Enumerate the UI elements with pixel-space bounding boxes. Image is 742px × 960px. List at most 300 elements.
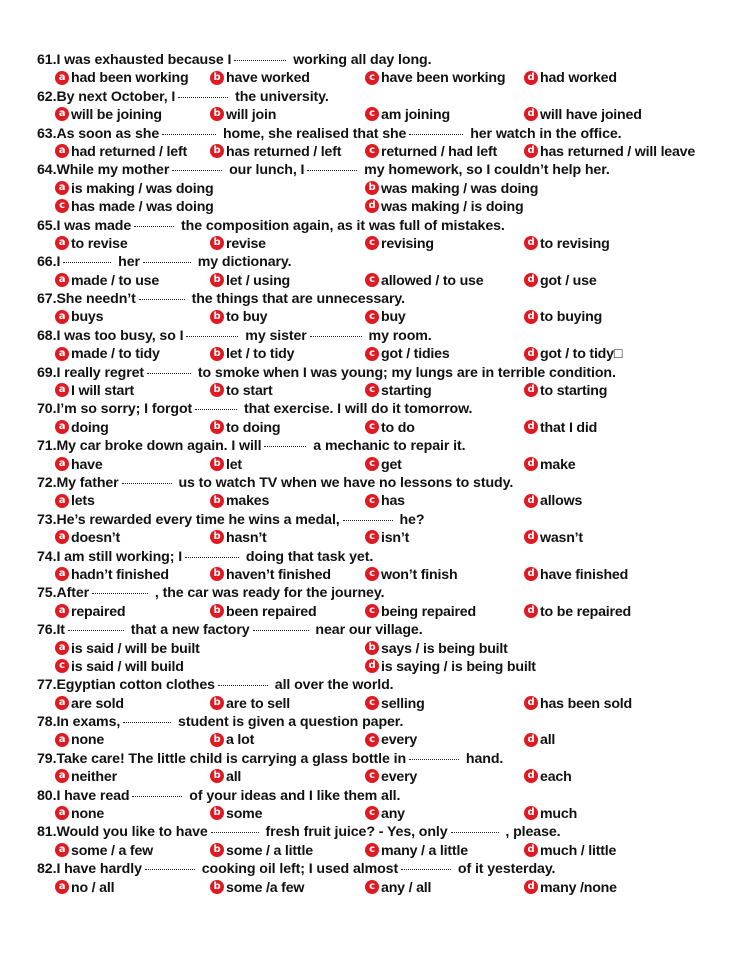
option-letter-badge: b	[210, 769, 224, 783]
stem-text: her	[114, 254, 140, 271]
question-82	[37, 860, 727, 897]
option-text: got / to tidy□	[540, 346, 623, 363]
option-b[interactable]	[210, 768, 241, 786]
options-row	[37, 235, 727, 253]
stem-text: my homework, so I couldn’t help her.	[360, 162, 610, 179]
option-letter-badge: b	[365, 181, 379, 195]
option-c[interactable]	[365, 805, 405, 823]
option-letter-badge: d	[524, 144, 538, 158]
option-text: some / a few	[71, 842, 153, 859]
option-text: all	[540, 732, 556, 749]
answer-blank	[186, 335, 238, 337]
option-text: doing	[71, 419, 109, 436]
option-letter-badge: d	[524, 806, 538, 820]
options-row	[37, 180, 727, 198]
stem-text: my dictionary.	[193, 254, 292, 271]
option-text: lets	[71, 493, 95, 510]
stem-text: all over the world.	[270, 677, 394, 694]
option-letter-badge: a	[55, 769, 69, 783]
answer-blank	[162, 133, 216, 135]
option-b[interactable]	[210, 419, 280, 437]
option-a[interactable]	[55, 272, 159, 290]
option-d[interactable]	[524, 345, 622, 363]
option-b[interactable]	[210, 529, 267, 547]
question-number: 61.	[37, 52, 57, 68]
option-c[interactable]	[365, 842, 468, 860]
option-c[interactable]	[365, 603, 476, 621]
option-text: won’t finish	[381, 566, 458, 583]
option-text: I will start	[71, 383, 135, 400]
option-text: some /a few	[226, 879, 305, 896]
option-text: am joining	[381, 107, 450, 124]
answer-blank	[143, 261, 191, 263]
option-text: have	[71, 456, 103, 473]
option-c[interactable]	[365, 308, 406, 326]
option-c[interactable]	[365, 566, 457, 584]
option-letter-badge: b	[210, 457, 224, 471]
option-c[interactable]	[365, 106, 450, 124]
option-a[interactable]	[55, 566, 169, 584]
option-d[interactable]	[524, 143, 695, 161]
option-letter-badge: a	[55, 843, 69, 857]
question-number: 64.	[37, 162, 57, 179]
option-c[interactable]	[365, 768, 417, 786]
stem-text: the things that are unnecessary.	[187, 291, 405, 308]
option-letter-badge: b	[210, 310, 224, 324]
option-letter-badge: a	[55, 457, 69, 471]
option-c[interactable]	[365, 419, 415, 437]
option-text: is said / will be built	[71, 640, 200, 657]
option-d[interactable]	[524, 235, 610, 253]
answer-blank	[134, 225, 174, 227]
option-d[interactable]	[524, 308, 602, 326]
option-letter-badge: c	[365, 107, 379, 121]
option-d[interactable]	[524, 106, 642, 124]
option-text: was making / is doing	[381, 199, 524, 216]
option-letter-badge: d	[524, 383, 538, 397]
options-row	[37, 768, 727, 786]
option-letter-badge: c	[365, 273, 379, 287]
option-letter-badge: d	[365, 659, 379, 673]
stem-text: I am still working; I	[56, 548, 183, 565]
answer-blank	[211, 831, 259, 833]
options-row	[37, 198, 727, 216]
stem-text: In exams,	[56, 714, 121, 731]
question-stem	[37, 51, 727, 69]
option-d[interactable]	[524, 842, 616, 860]
option-a[interactable]	[55, 842, 153, 860]
option-letter-badge: c	[365, 604, 379, 618]
option-b[interactable]	[210, 805, 262, 823]
option-b[interactable]	[210, 345, 294, 363]
question-stem	[37, 290, 727, 308]
option-letter-badge: a	[55, 567, 69, 581]
option-b[interactable]	[210, 492, 269, 510]
option-c[interactable]	[365, 382, 431, 400]
option-text: to revising	[540, 235, 610, 252]
question-72	[37, 474, 727, 511]
option-text: any / all	[381, 879, 432, 896]
question-stem	[37, 327, 727, 345]
option-letter-badge: d	[524, 347, 538, 361]
options-row	[37, 492, 727, 510]
option-text: to buy	[226, 309, 268, 326]
question-number: 82.	[37, 861, 57, 878]
option-text: is saying / is being built	[381, 658, 536, 675]
option-c[interactable]	[365, 69, 505, 87]
option-b[interactable]	[210, 69, 310, 87]
option-a[interactable]	[55, 731, 104, 749]
stem-text: My car broke down again. I will	[56, 438, 262, 455]
answer-blank	[63, 261, 111, 263]
option-d[interactable]	[524, 419, 597, 437]
option-letter-badge: c	[365, 457, 379, 471]
option-d[interactable]	[524, 768, 572, 786]
option-text: says / is being built	[381, 640, 508, 657]
option-text: none	[71, 806, 105, 823]
option-text: is making / was doing	[71, 180, 214, 197]
option-letter-badge: c	[365, 494, 379, 508]
option-c[interactable]	[365, 879, 431, 897]
option-letter-badge: c	[365, 530, 379, 544]
option-text: much	[540, 806, 578, 823]
question-stem	[37, 474, 727, 492]
option-letter-badge: b	[210, 236, 224, 250]
option-c[interactable]	[365, 492, 405, 510]
option-d[interactable]	[524, 456, 576, 474]
option-letter-badge: d	[524, 494, 538, 508]
options-row	[37, 456, 727, 474]
option-d[interactable]	[524, 69, 617, 87]
stem-text: By next October, I	[56, 88, 176, 105]
option-letter-badge: d	[524, 567, 538, 581]
question-61	[37, 51, 727, 88]
option-text: none	[71, 732, 105, 749]
option-b[interactable]	[210, 308, 267, 326]
option-d[interactable]	[365, 198, 523, 216]
answer-blank	[195, 408, 237, 410]
option-letter-badge: d	[524, 457, 538, 471]
option-text: starting	[381, 383, 432, 400]
answer-blank	[123, 721, 171, 723]
option-text: hadn’t finished	[71, 566, 169, 583]
option-c[interactable]	[55, 198, 214, 216]
option-letter-badge: c	[55, 199, 69, 213]
option-a[interactable]	[55, 805, 104, 823]
option-text: isn’t	[381, 530, 410, 547]
options-row	[37, 272, 727, 290]
option-text: makes	[226, 493, 270, 510]
answer-blank	[178, 96, 228, 98]
stem-text: us to watch TV when we have no lessons to study.	[174, 474, 514, 491]
option-b[interactable]	[210, 603, 316, 621]
question-64	[37, 161, 727, 216]
answer-blank	[147, 372, 191, 374]
option-text: made / to tidy	[71, 346, 160, 363]
option-d[interactable]	[524, 731, 555, 749]
question-number: 69.	[37, 364, 57, 381]
stem-text: my sister	[241, 327, 307, 344]
option-a[interactable]	[55, 308, 103, 326]
option-text: to revise	[71, 235, 128, 252]
option-b[interactable]	[210, 272, 290, 290]
option-a[interactable]	[55, 456, 103, 474]
options-row	[37, 731, 727, 749]
option-a[interactable]	[55, 143, 187, 161]
option-letter-badge: b	[210, 273, 224, 287]
answer-blank	[145, 868, 195, 870]
question-stem	[37, 511, 727, 529]
question-number: 80.	[37, 787, 57, 804]
option-text: hasn’t	[226, 530, 267, 547]
option-d[interactable]	[524, 529, 583, 547]
options-row	[37, 419, 727, 437]
option-c[interactable]	[365, 345, 450, 363]
option-a[interactable]	[55, 603, 125, 621]
option-b[interactable]	[210, 695, 290, 713]
option-b[interactable]	[210, 235, 266, 253]
answer-blank	[122, 482, 172, 484]
option-text: let / to tidy	[226, 346, 295, 363]
option-d[interactable]	[524, 879, 617, 897]
option-text: is said / will build	[71, 658, 184, 675]
option-text: revise	[226, 235, 266, 252]
option-c[interactable]	[365, 731, 417, 749]
option-text: that I did	[540, 419, 598, 436]
answer-blank	[307, 169, 357, 171]
question-number: 73.	[37, 511, 57, 528]
option-text: has made / was doing	[71, 199, 214, 216]
option-letter-badge: c	[365, 696, 379, 710]
question-stem	[37, 713, 727, 731]
option-letter-badge: a	[55, 347, 69, 361]
stem-text: that exercise. I will do it tomorrow.	[240, 401, 473, 418]
option-letter-badge: a	[55, 273, 69, 287]
option-letter-badge: a	[55, 71, 69, 85]
option-c[interactable]	[365, 235, 434, 253]
option-letter-badge: d	[524, 733, 538, 747]
option-text: any	[381, 806, 405, 823]
question-77	[37, 676, 727, 713]
option-a[interactable]	[55, 695, 124, 713]
option-c[interactable]	[365, 272, 483, 290]
stem-text: Take care! The little child is carrying a glass bottle in	[56, 750, 407, 767]
option-a[interactable]	[55, 345, 160, 363]
stem-text: home, she realised that she	[219, 125, 407, 142]
stem-text: As soon as she	[56, 125, 160, 142]
question-stem	[37, 437, 727, 455]
option-letter-badge: c	[365, 236, 379, 250]
option-text: have been working	[381, 70, 506, 87]
option-a[interactable]	[55, 640, 200, 658]
option-text: have finished	[540, 566, 629, 583]
stem-text: our lunch, I	[225, 162, 305, 179]
question-76	[37, 621, 727, 676]
option-b[interactable]	[210, 382, 272, 400]
option-letter-badge: a	[55, 530, 69, 544]
question-stem	[37, 787, 727, 805]
question-stem	[37, 400, 727, 418]
answer-blank	[264, 445, 306, 447]
option-text: had worked	[540, 70, 617, 87]
option-b[interactable]	[210, 143, 341, 161]
question-67	[37, 290, 727, 327]
question-number: 68.	[37, 327, 57, 344]
option-c[interactable]	[365, 143, 497, 161]
option-b[interactable]	[210, 879, 304, 897]
option-letter-badge: b	[210, 880, 224, 894]
options-row	[37, 69, 727, 87]
option-text: made / to use	[71, 272, 160, 289]
option-text: many / a little	[381, 842, 468, 859]
question-62	[37, 88, 727, 125]
options-row	[37, 842, 727, 860]
option-d[interactable]	[524, 272, 597, 290]
option-letter-badge: c	[365, 383, 379, 397]
stem-text: , the car was ready for the journey.	[151, 585, 385, 602]
stem-text: doing that task yet.	[242, 548, 374, 565]
option-letter-badge: c	[365, 310, 379, 324]
answer-blank	[234, 59, 286, 61]
option-letter-badge: d	[524, 273, 538, 287]
stem-text: After	[56, 585, 90, 602]
option-text: has returned / will leave	[540, 143, 696, 160]
option-text: selling	[381, 695, 425, 712]
option-letter-badge: b	[210, 604, 224, 618]
stem-text: her watch in the office.	[466, 125, 622, 142]
question-80	[37, 787, 727, 824]
option-d[interactable]	[524, 805, 577, 823]
option-b[interactable]	[210, 731, 254, 749]
question-number: 76.	[37, 622, 57, 639]
option-d[interactable]	[524, 492, 582, 510]
option-c[interactable]	[365, 695, 425, 713]
option-b[interactable]	[365, 640, 508, 658]
option-text: make	[540, 456, 576, 473]
question-stem	[37, 88, 727, 106]
option-d[interactable]	[524, 695, 632, 713]
answer-blank	[343, 519, 393, 521]
options-row	[37, 345, 727, 363]
stem-text: of your ideas and I like them all.	[185, 787, 401, 804]
question-number: 62.	[37, 88, 57, 105]
stem-text: he?	[395, 511, 425, 528]
option-letter-badge: b	[210, 347, 224, 361]
option-letter-badge: a	[55, 696, 69, 710]
option-letter-badge: b	[210, 383, 224, 397]
option-c[interactable]	[365, 529, 409, 547]
option-a[interactable]	[55, 768, 117, 786]
option-letter-badge: a	[55, 733, 69, 747]
option-b[interactable]	[365, 180, 538, 198]
option-a[interactable]	[55, 879, 114, 897]
option-letter-badge: a	[55, 806, 69, 820]
question-number: 70.	[37, 401, 57, 418]
option-letter-badge: a	[55, 181, 69, 195]
option-letter-badge: b	[210, 843, 224, 857]
option-letter-badge: b	[210, 567, 224, 581]
stem-text: , please.	[501, 824, 561, 841]
options-row	[37, 529, 727, 547]
option-b[interactable]	[210, 456, 242, 474]
options-row	[37, 640, 727, 658]
option-b[interactable]	[210, 842, 313, 860]
option-text: to start	[226, 383, 273, 400]
option-text: to doing	[226, 419, 281, 436]
option-a[interactable]	[55, 382, 134, 400]
question-stem	[37, 548, 727, 566]
question-number: 75.	[37, 585, 57, 602]
options-row	[37, 805, 727, 823]
option-text: get	[381, 456, 402, 473]
option-text: let	[226, 456, 242, 473]
option-letter-badge: b	[365, 641, 379, 655]
option-letter-badge: a	[55, 604, 69, 618]
option-letter-badge: a	[55, 420, 69, 434]
option-letter-badge: b	[210, 494, 224, 508]
option-a[interactable]	[55, 180, 213, 198]
option-text: neither	[71, 769, 117, 786]
answer-blank	[218, 684, 268, 686]
option-b[interactable]	[210, 566, 331, 584]
question-78	[37, 713, 727, 750]
option-a[interactable]	[55, 419, 109, 437]
option-d[interactable]	[524, 603, 631, 621]
option-text: have worked	[226, 70, 310, 87]
options-row	[37, 143, 727, 161]
option-text: wasn’t	[540, 530, 583, 547]
option-text: to be repaired	[540, 603, 632, 620]
stem-text: the university.	[231, 88, 329, 105]
option-c[interactable]	[365, 456, 402, 474]
question-75	[37, 584, 727, 621]
option-d[interactable]	[365, 658, 536, 676]
option-letter-badge: d	[524, 843, 538, 857]
question-list	[37, 51, 727, 897]
option-text: to starting	[540, 383, 608, 400]
option-text: much / little	[540, 842, 617, 859]
question-stem	[37, 217, 727, 235]
option-a[interactable]	[55, 106, 162, 124]
option-d[interactable]	[524, 382, 607, 400]
question-stem	[37, 823, 727, 841]
question-number: 79.	[37, 750, 57, 767]
answer-blank	[185, 556, 239, 558]
option-a[interactable]	[55, 69, 188, 87]
options-row	[37, 566, 727, 584]
stem-text: I have hardly	[56, 861, 142, 878]
question-number: 71.	[37, 438, 57, 455]
option-a[interactable]	[55, 235, 128, 253]
question-number: 77.	[37, 677, 57, 694]
stem-text: I really regret	[56, 364, 145, 381]
option-b[interactable]	[210, 106, 276, 124]
option-a[interactable]	[55, 492, 95, 510]
stem-text: of it yesterday.	[454, 861, 556, 878]
option-c[interactable]	[55, 658, 184, 676]
option-letter-badge: d	[524, 420, 538, 434]
option-d[interactable]	[524, 566, 628, 584]
option-text: are sold	[71, 695, 124, 712]
stem-text: that a new factory	[126, 622, 250, 639]
stem-text: I have read	[56, 787, 130, 804]
option-letter-badge: c	[365, 144, 379, 158]
stem-text: She needn’t	[56, 291, 136, 308]
answer-blank	[253, 629, 309, 631]
option-a[interactable]	[55, 529, 120, 547]
option-text: every	[381, 732, 418, 749]
option-letter-badge: c	[365, 71, 379, 85]
